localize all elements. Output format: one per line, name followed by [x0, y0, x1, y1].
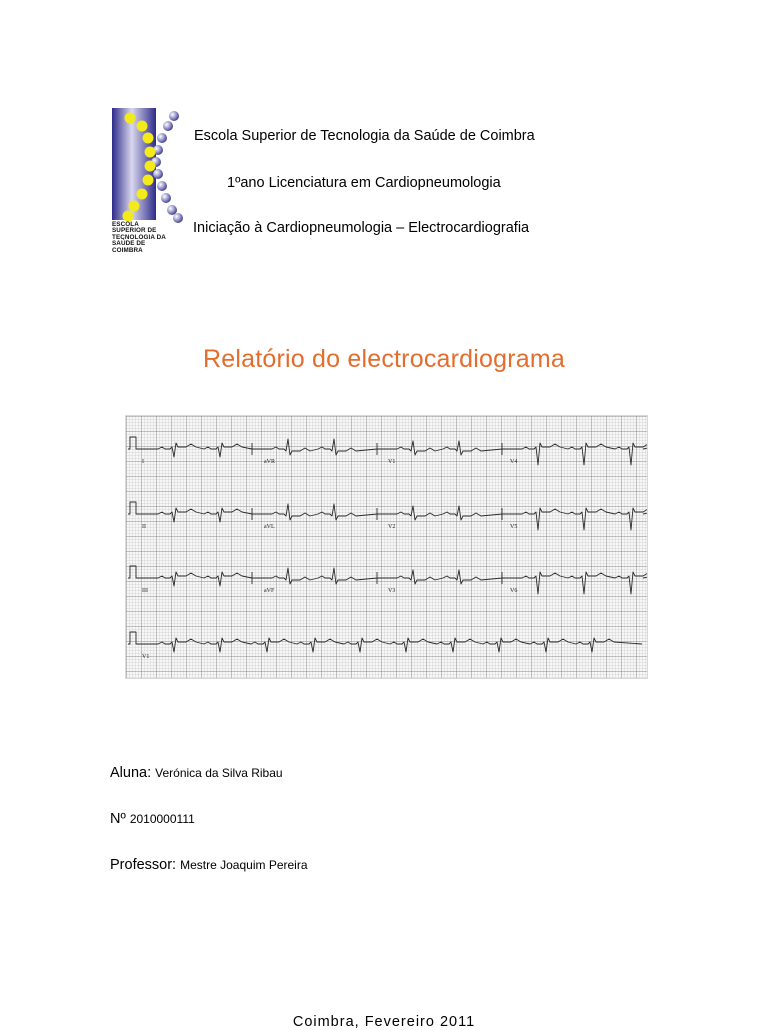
professor-label: Professor:	[110, 857, 177, 873]
ecg-lead-label: I	[142, 459, 144, 465]
logo-sphere	[153, 169, 163, 179]
professor-value: Mestre Joaquim Pereira	[180, 858, 308, 872]
ecg-trace-row	[128, 632, 642, 652]
ecg-lead-label: V3	[388, 588, 396, 594]
school-logo-text: ESCOLA SUPERIOR DE TECNOLOGIA DA SAÚDE DE COIMBRA	[112, 221, 166, 254]
ecg-strip-image	[125, 415, 648, 679]
logo-yellow-dot	[143, 175, 154, 186]
student-number-row	[110, 811, 195, 827]
logo-sphere	[167, 205, 177, 215]
report-title: Relatório do electrocardiograma	[203, 345, 565, 373]
ecg-lead-label: aVL	[264, 524, 275, 530]
ecg-lead-label: V1	[388, 459, 396, 465]
logo-sphere	[161, 193, 171, 203]
logo-yellow-dot	[145, 161, 156, 172]
school-logo	[108, 106, 190, 256]
logo-yellow-dot	[145, 147, 156, 158]
logo-yellow-dot	[137, 189, 148, 200]
subject-name: Iniciação à Cardiopneumologia – Electrocardiografia	[193, 220, 530, 236]
ecg-lead-label: V4	[510, 459, 518, 465]
ecg-lead-label: V2	[388, 524, 396, 530]
ecg-lead-label: V5	[510, 524, 518, 530]
professor-row	[110, 857, 308, 873]
student-name-row	[110, 765, 283, 781]
course-name: 1ºano Licenciatura em Cardiopneumologia	[227, 175, 501, 191]
logo-sphere	[163, 121, 173, 131]
student-number-value: 2010000111	[129, 812, 195, 826]
logo-yellow-dot	[143, 133, 154, 144]
ecg-lead-label: aVF	[264, 588, 275, 594]
student-number-label: Nº	[110, 811, 126, 827]
logo-sphere	[157, 181, 167, 191]
footer-place-date: Coimbra, Fevereiro 2011	[292, 1014, 476, 1030]
ecg-lead-label: V1	[142, 654, 150, 660]
logo-yellow-dot	[137, 121, 148, 132]
logo-sphere	[169, 111, 179, 121]
ecg-lead-label: II	[142, 524, 146, 530]
ecg-traces	[126, 416, 647, 678]
logo-yellow-dot	[125, 113, 136, 124]
student-name-value: Verónica da Silva Ribau	[155, 766, 283, 780]
institution-name: Escola Superior de Tecnologia da Saúde de Coimbra	[194, 128, 535, 144]
ecg-lead-label: aVR	[264, 459, 275, 465]
logo-yellow-dot	[123, 211, 134, 222]
student-name-label: Aluna:	[110, 765, 152, 781]
ecg-lead-label: V6	[510, 588, 518, 594]
ecg-lead-label: III	[142, 588, 148, 594]
logo-yellow-dot	[129, 201, 140, 212]
logo-sphere	[157, 133, 167, 143]
